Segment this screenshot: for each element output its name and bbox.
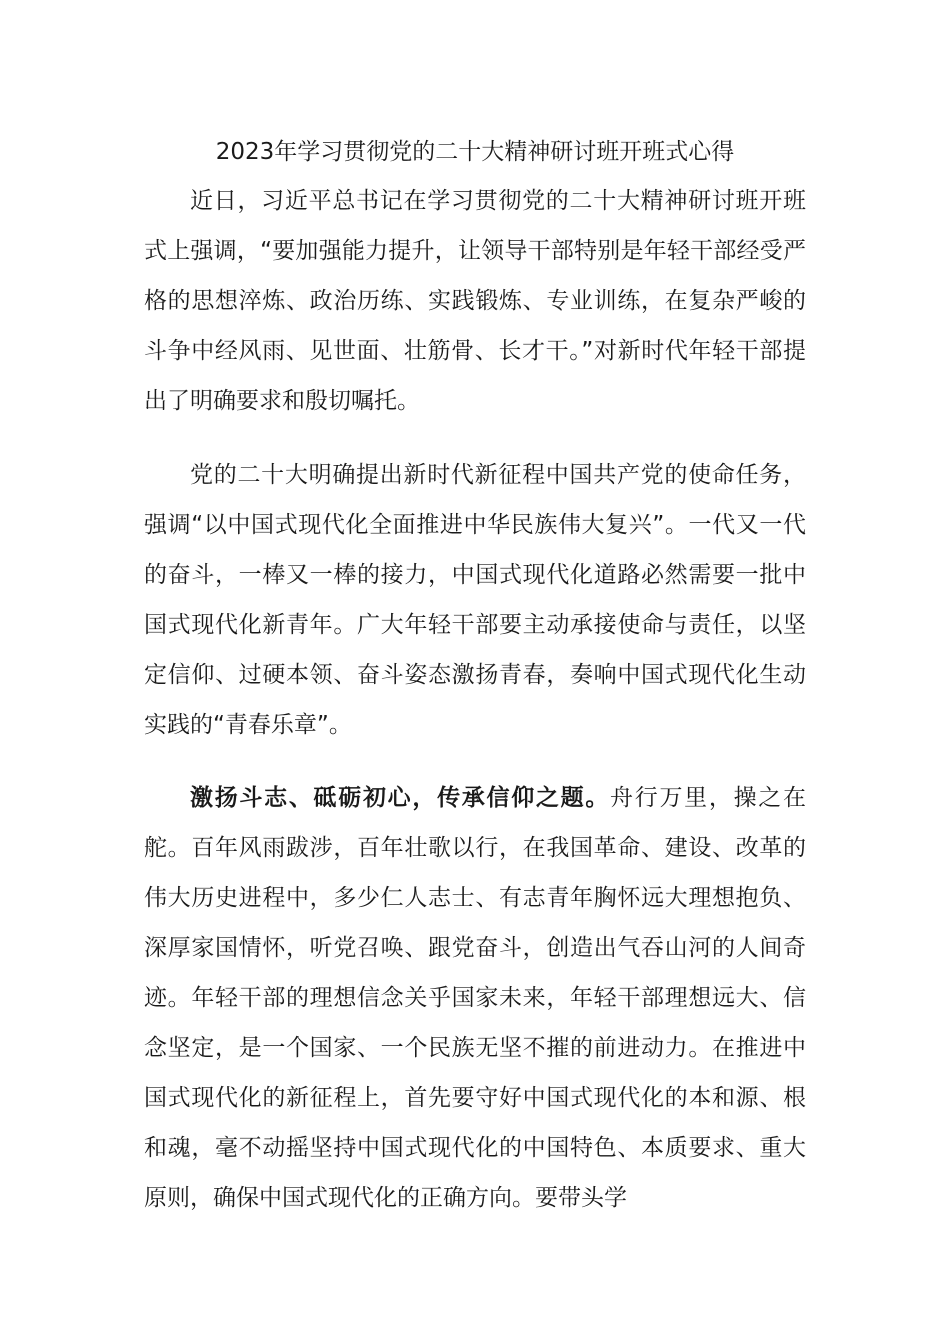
paragraph-3-lead: 激扬斗志、砥砺初心，传承信仰之题。 — [190, 785, 611, 811]
paragraph-3-text: 舟行万里，操之在舵。百年风雨跋涉，百年壮歌以行，在我国革命、建设、改革的伟大历史进程中，多少仁人志士、有志青年胸怀远大理想抱负、深厚家国情怀，听党召唤、跟党奋斗，创造出气吞山河的人间奇迹。年轻干部的理想信念关乎国家未来，年轻干部理想远大、信念坚定，是一个国家、一个民族无坚不摧的前进动力。在推进中国式现代化的新征程上，首先要守好中国式现代化的本和源、根和魂，毫不动摇坚持中国式现代化的中国特色、本质要求、重大原则，确保中国式现代化的正确方向。要带头学 — [144, 785, 807, 1211]
paragraph-3 — [144, 773, 806, 1223]
paragraph-1-text: 近日，习近平总书记在学习贯彻党的二十大精神研讨班开班式上强调，“要加强能力提升，让领导干部特别是年轻干部经受严格的思想淬炼、政治历练、实践锻炼、专业训练，在复杂严峻的斗争中经风雨、见世面、壮筋骨、长才干。”对新时代年轻干部提出了明确要求和殷切嘱托。 — [144, 188, 806, 414]
document-title: 2023年学习贯彻党的二十大精神研讨班开班式心得 — [215, 139, 735, 165]
paragraph-2 — [144, 450, 806, 750]
paragraph-1 — [144, 176, 806, 426]
paragraph-2-text: 党的二十大明确提出新时代新征程中国共产党的使命任务，强调“以中国式现代化全面推进中华民族伟大复兴”。一代又一代的奋斗，一棒又一棒的接力，中国式现代化道路必然需要一批中国式现代化新青年。广大年轻干部要主动承接使命与责任，以坚定信仰、过硬本领、奋斗姿态激扬青春，奏响中国式现代化生动实践的“青春乐章”。 — [144, 462, 806, 738]
